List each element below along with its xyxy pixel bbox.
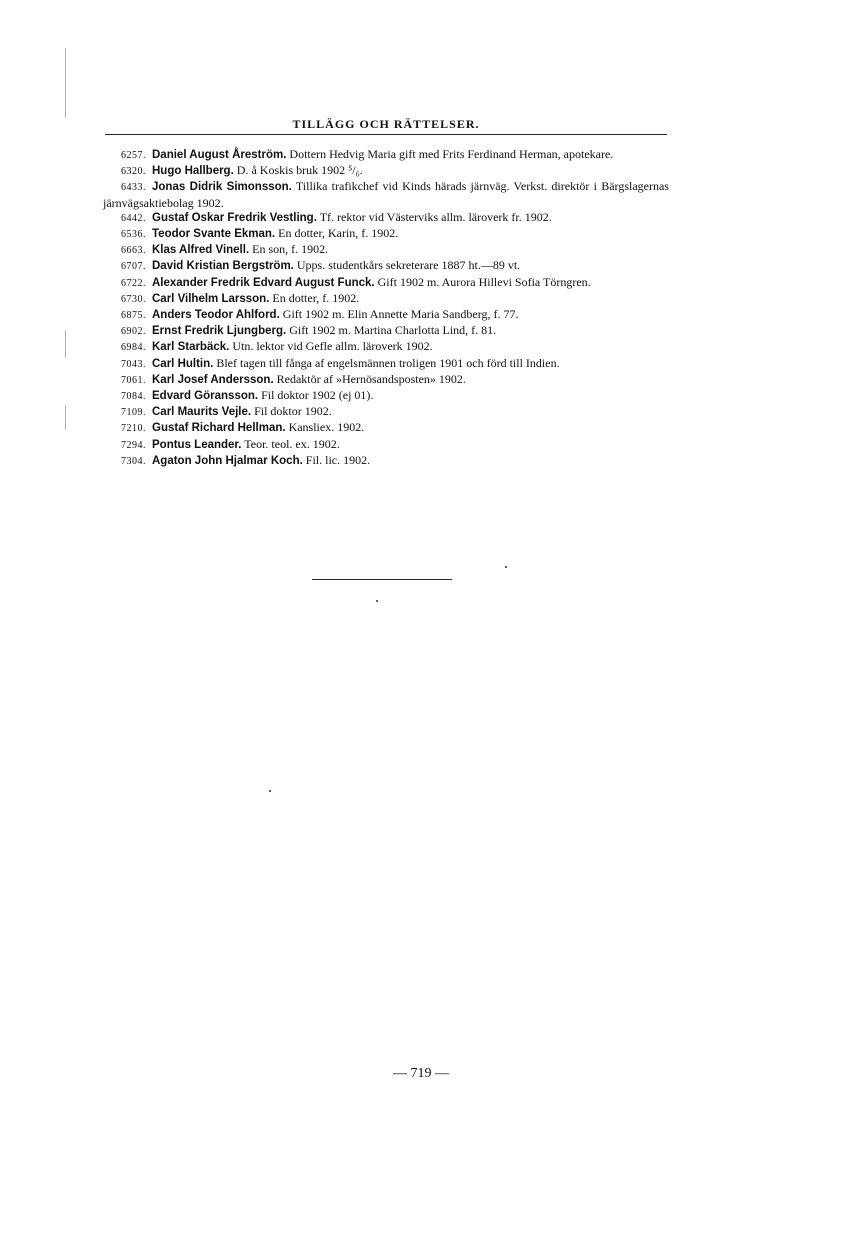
entry-number: 6875.: [121, 310, 146, 322]
entry-text: Gift 1902 m. Elin Annette Maria Sandberg, f. 77.: [282, 307, 519, 322]
entry: [103, 147, 669, 163]
entry-name: Carl Hultin.: [152, 357, 214, 370]
entry-list: [103, 147, 669, 469]
entry-number: 6984.: [121, 342, 146, 354]
entry-name: Gustaf Oskar Fredrik Vestling.: [152, 211, 317, 224]
entry-name: Anders Teodor Ahlford.: [152, 309, 280, 322]
entry-number: 7061.: [121, 374, 146, 386]
entry-text: Fil. lic. 1902.: [305, 452, 371, 467]
margin-line: [65, 48, 66, 118]
entry-text: En dotter, f. 1902.: [272, 290, 360, 305]
entry-number: 6730.: [121, 293, 146, 305]
page-number: — 719 —: [393, 1066, 449, 1081]
entry-name: Karl Josef Andersson.: [152, 373, 274, 386]
entry-name: Daniel August Åreström.: [152, 149, 287, 161]
entry-number: 6320.: [121, 166, 146, 178]
entry-number: 7109.: [121, 407, 146, 419]
entry: [103, 163, 669, 179]
entry-text: Tf. rektor vid Västerviks allm. läroverk fr. 1902.: [319, 209, 552, 224]
entry: [103, 388, 669, 404]
entry: [103, 275, 669, 291]
entry-text: Dottern Hedvig Maria gift med Frits Ferdinand Herman, apotekare.: [289, 147, 614, 161]
entry-name: Jonas Didrik Simonsson.: [152, 181, 292, 194]
entry-number: 6902.: [121, 326, 146, 338]
entry-text: Kansliex. 1902.: [288, 420, 365, 435]
entry: [103, 404, 669, 420]
entry-name: Ernst Fredrik Ljungberg.: [152, 325, 287, 338]
entry-name: Carl Maurits Vejle.: [152, 406, 252, 419]
entry-text: En son, f. 1902.: [252, 242, 329, 257]
entry-text: Upps. studentkårs sekreterare 1887 ht.—89 vt.: [296, 258, 521, 273]
entry-number: 7084.: [121, 391, 146, 403]
entry-name: Agaton John Hjalmar Koch.: [152, 454, 303, 467]
margin-line: [65, 330, 66, 358]
entry-number: 6707.: [121, 261, 146, 273]
entry-text: D. å Koskis bruk 1902 ⁵/₆.: [236, 163, 363, 178]
entry-name: Klas Alfred Vinell.: [152, 244, 250, 257]
entry-name: Teodor Svante Ekman.: [152, 228, 276, 241]
entry-text: Redaktör af »Hernösandsposten» 1902.: [276, 371, 466, 386]
entry-number: 7043.: [121, 358, 146, 370]
entry: [103, 226, 669, 242]
entry-number: 7210.: [121, 423, 146, 435]
entry-text: Tillika trafikchef vid Kinds härads järnväg. Verkst. direktör i Bärgslagernas järnvägsaktiebolag 1902.: [103, 179, 669, 210]
entry: [103, 437, 669, 453]
entry: [103, 307, 669, 323]
closing-rule: [312, 579, 452, 580]
speck: [505, 566, 507, 568]
entry: [103, 242, 669, 258]
margin-line: [65, 405, 66, 430]
entry-number: 6663.: [121, 245, 146, 257]
entry: [103, 323, 669, 339]
page-header: TILLÄGG OCH RÄTTELSER.: [292, 117, 480, 131]
speck: [269, 790, 271, 792]
entry-text: En dotter, Karin, f. 1902.: [278, 226, 399, 241]
entry-text: Blef tagen till fånga af engelsmännen troligen 1901 och förd till Indien.: [216, 355, 560, 370]
entry: [103, 291, 669, 307]
entry-number: 6722.: [121, 277, 146, 289]
entry-number: 7294.: [121, 439, 146, 451]
entry-name: Hugo Hallberg.: [152, 165, 234, 178]
entry-name: Edvard Göransson.: [152, 390, 259, 403]
entry-text: Gift 1902 m. Aurora Hillevi Sofia Törngren.: [377, 274, 591, 289]
entry-number: 7304.: [121, 455, 146, 467]
entry-text: Utn. lektor vid Gefle allm. läroverk 1902.: [232, 339, 433, 354]
entry-text: Gift 1902 m. Martina Charlotta Lind, f. 81.: [289, 323, 497, 338]
header-divider: [105, 134, 667, 135]
entry-name: Karl Starbäck.: [152, 341, 230, 354]
entry: [103, 179, 669, 209]
entry: [103, 372, 669, 388]
entry-text: Teor. teol. ex. 1902.: [244, 436, 340, 451]
entry-name: Carl Vilhelm Larsson.: [152, 292, 270, 305]
entry-text: Fil doktor 1902.: [254, 404, 332, 419]
entry-name: Pontus Leander.: [152, 438, 242, 451]
entry-number: 6442.: [121, 212, 146, 224]
entry: [103, 356, 669, 372]
entry-number: 6257.: [121, 150, 146, 161]
entry: [103, 210, 669, 226]
entry-name: David Kristian Bergström.: [152, 260, 294, 273]
speck: [376, 600, 378, 602]
entry-name: Alexander Fredrik Edvard August Funck.: [152, 276, 375, 289]
entry-number: 6433.: [121, 182, 146, 194]
entry: [103, 258, 669, 274]
entry-name: Gustaf Richard Hellman.: [152, 422, 286, 435]
entry: [103, 420, 669, 436]
entry-text: Fil doktor 1902 (ej 01).: [261, 388, 374, 403]
entry-number: 6536.: [121, 229, 146, 241]
entry: [103, 339, 669, 355]
entry: [103, 453, 669, 469]
